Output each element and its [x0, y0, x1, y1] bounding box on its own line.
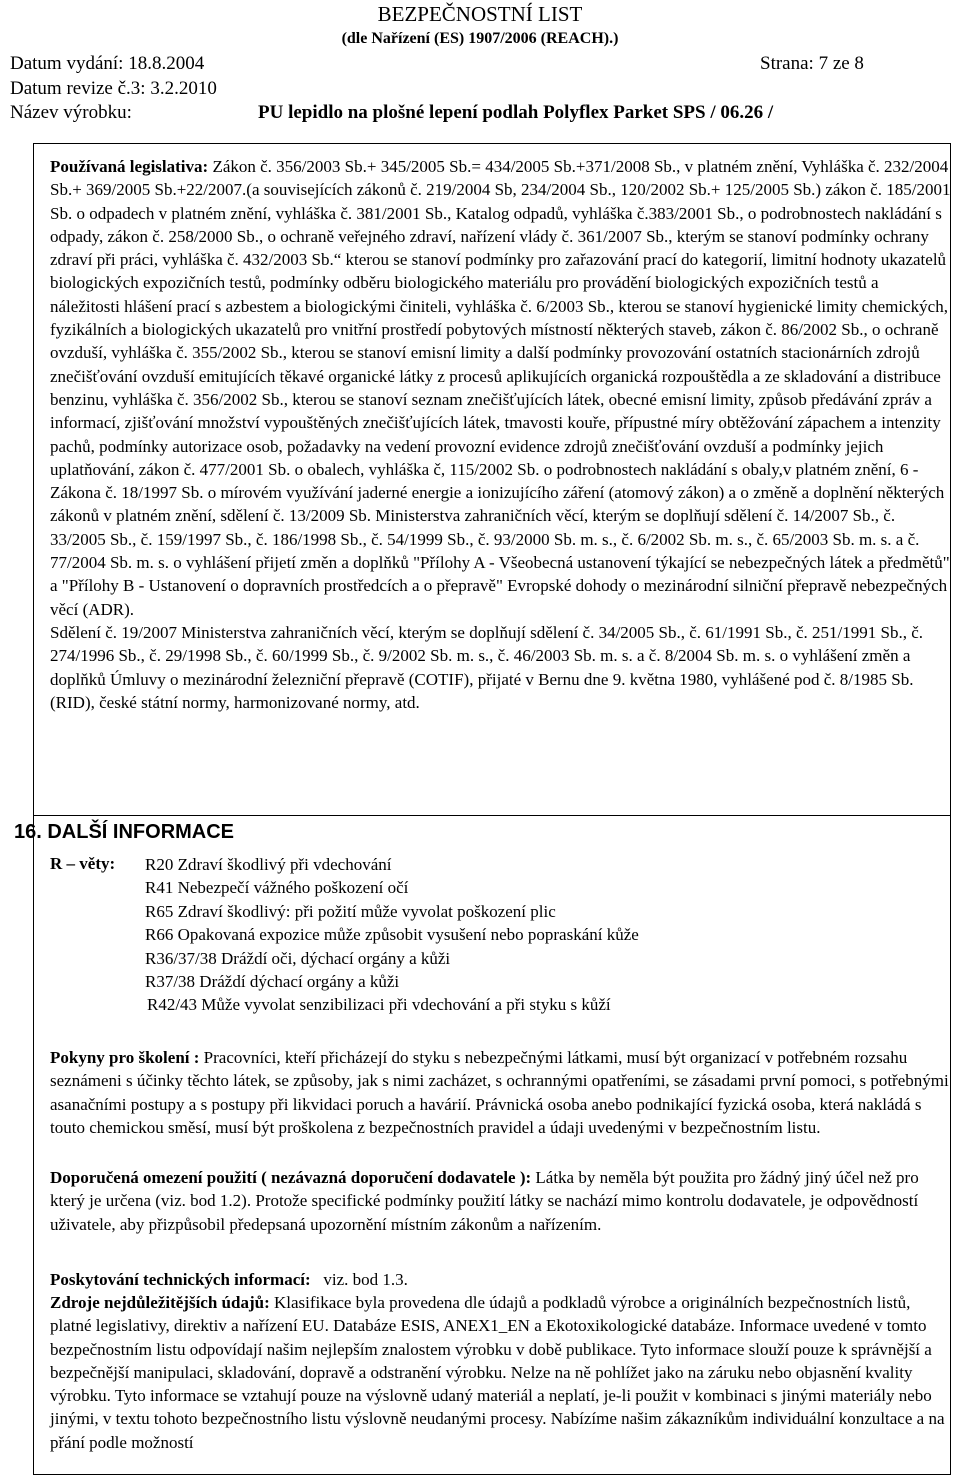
section-16-heading: 16. DALŠÍ INFORMACE	[14, 821, 235, 843]
r-phrase: R36/37/38 Dráždí oči, dýchací orgány a kůži	[145, 948, 451, 968]
sources-text: Klasifikace byla provedena dle údajů a podkladů výrobce a originálních bezpečnostních listů, platné legislativy, direktiv a nařízení EU. Databáze ESIS, ANEX1_EN a Ekotoxikologické databáze. Informace uvedené v tomto bezpečnostním listu odpovídají našim nejlepším znalostem výrobku v době publikace. Tyto informace slouží pouze k správnější a bezpečnější manipulaci, skladování, dopravě a odstranění výrobku. Nelze na ně pohlížet jako na záruku nebo objasnění kvality výrobku. Tyto informace se vztahují pouze na výslovně udaný materiál a neplatí, je-li použit v kombinaci s jinými materiály nebo jinými, v textu tohoto bezpečnostního listu výslovně neudanými procesy. Nabízíme našim zákazníkům individuální konzultace a na přání podle možností	[50, 1293, 945, 1452]
legislation-text: Zákon č. 356/2003 Sb.+ 345/2005 Sb.= 434/2005 Sb.+371/2008 Sb., v platném znění, Vyhláška č. 232/2004 Sb.+ 369/2005 Sb.+22/2007.(a souvisejících zákonů č. 219/2004 Sb, 234/2004 Sb., 120/2002 Sb.+ 125/2005 Sb.) zákon č. 185/2001 Sb. o odpadech v platném znění, vyhláška č. 381/2001 Sb., Katalog odpadů, vyhláška č.383/2001 Sb., o podrobnostech nakládání s odpady, zákon č. 258/2000 Sb., o ochraně veřejného zdraví, nařízení vlády č. 361/2007 Sb., kterým se stanoví podmínky ochrany zdraví při práci, vyhláška č. 432/2003 Sb.“ kterou se stanoví podmínky pro zařazování prací do kategorií, limitní hodnoty ukazatelů biologických expozičních testů, podmínky odběru biologického materiálu pro provádění biologických expozičních testů a náležitosti hlášení prací s azbestem a biologickými činiteli, vyhláška č. 6/2003 Sb., kterou se stanoví hygienické limity chemických, fyzikálních a biologických ukazatelů pro vnitřní prostředí pobytových místností některých staveb, zákon č. 86/2002 Sb., o ochraně ovzduší, vyhláška č. 355/2002 Sb., kterou se stanoví emisní limity a další podmínky provozování ostatních stacionárních zdrojů znečišťování ovzduší emitujících těkavé organické látky z procesů aplikujících organická rozpouštědla a ze skladování a distribuce benzinu, vyhláška č. 356/2002 Sb., kterou se stanoví seznam znečišťujících látek, obecné emisní limity, způsob předávání zpráv a informací, zjišťování množství vypouštěných znečišťujících látek, tmavosti kouře, přípustné míry obtěžování zápachem a intenzity pachů, podmínky autorizace osob, požadavky na vedení provozní evidence zdrojů znečišťování ovzduší a podmínky jejich uplatňování, zákon č. 477/2001 Sb. o obalech, vyhláška č, 115/2002 Sb. o podrobnostech nakládání s obaly,v platném znění, 6 - Zákona č. 18/1997 Sb. o mírovém využívání jaderné energie a ionizujícího záření (atomový zákon) a o změně a doplnění některých zákonů v platném znění, sdělení č. 13/2009 Sb. Ministerstva zahraničních věcí, kterým se doplňují sdělení č. 14/2007 Sb., č. 33/2005 Sb., č. 159/1997 Sb., č. 186/1998 Sb., č. 54/1999 Sb., č. 93/2000 Sb. m. s., č. 6/2002 Sb. m. s., č. 65/2003 Sb. m. s. a č. 77/2004 Sb. m. s. o vyhlášení přijetí změn a doplňků "Přílohy A - Všeobecná ustanovení týkající se nebezpečných látek a předmětů" a "Přílohy B - Ustanovení o dopravních prostředcích a o přepravě" Evropské dohody o mezinárodní silniční přepravě nebezpečných věcí (ADR).	[50, 157, 951, 619]
tech-info-text: viz. bod 1.3.	[310, 1270, 408, 1289]
tech-info-label: Poskytování technických informací:	[50, 1270, 311, 1289]
r-phrase: R20 Zdraví škodlivý při vdechování	[145, 855, 392, 874]
legislation-text-2: Sdělení č. 19/2007 Ministerstva zahraničních věcí, kterým se doplňují sdělení č. 34/2005 Sb., č. 61/1991 Sb., č. 251/1991 Sb., č. 274/1996 Sb., č. 29/1998 Sb., č. 60/1999 Sb., č. 9/2002 Sb. m. s., č. 46/2003 Sb. m. s. a č. 8/2004 Sb. m. s. o vyhlášení změn a doplňků Úmluvy o mezinárodní železniční přepravě (COTIF), přijaté v Bernu dne 9. května 1980, vyhlášené pod č. 8/1985 Sb.(RID), české státní normy, harmonizované normy, atd.	[50, 622, 924, 712]
sources-paragraph	[50, 1291, 950, 1454]
r-phrases-label: R – věty:	[50, 854, 116, 873]
restrictions-text: Látka by neměla být použita pro žádný jiný účel než pro který je určena (viz. bod 1.2). Protože specifické podmínky použití látky se nachází mimo kontrolu dodavatele, je odpovědností uživatele, aby přizpůsobil předepsaná upozornění místním zákonům a nařízením.	[50, 1168, 919, 1234]
training-text: Pracovníci, kteří přicházejí do styku s nebezpečnými látkami, musí být organizací v potřebném rozsahu seznámeni s účinky těchto látek, se způsoby, jak s nimi zacházet, s ochrannými opatřeními, se zásadami první pomoci, s potřebnými asanačními postupy a s postupy při likvidaci poruch a havárií. Právnická osoba anebo podnikající fyzická osoba, která nakládá s touto chemickou směsí, musí být proškolena z bezpečnostních pravidel a údaji uvedenými v bezpečnostním listu.	[50, 1048, 949, 1137]
document-title: BEZPEČNOSTNÍ LIST	[377, 2, 583, 26]
restrictions-label: Doporučená omezení použití ( nezávazná doporučení dodavatele ):	[50, 1168, 532, 1187]
page-number: Strana: 7 ze 8	[760, 53, 864, 74]
r-phrases-list	[145, 853, 639, 1017]
product-name-value: PU lepidlo na plošné lepení podlah Polyflex Parket SPS / 06.26 /	[258, 102, 774, 123]
product-name-row	[10, 102, 774, 124]
revision-date: Datum revize č.3: 3.2.2010	[10, 78, 217, 99]
legislation-block	[50, 155, 952, 714]
r-phrase: R66 Opakovaná expozice může způsobit vysušení nebo popraskání kůže	[145, 925, 639, 945]
issue-date: Datum vydání: 18.8.2004	[10, 53, 205, 74]
section-divider	[34, 815, 950, 816]
product-name-label: Název výrobku:	[10, 102, 132, 123]
training-label: Pokyny pro školení :	[50, 1048, 200, 1067]
training-paragraph	[50, 1046, 950, 1139]
r-phrase: R37/38 Dráždí dýchací orgány a kůži	[145, 972, 400, 992]
r-phrase: R42/43 Může vyvolat senzibilizaci při vdechování a při styku s kůží	[147, 995, 611, 1015]
r-phrase: R65 Zdraví škodlivý: při požití může vyvolat poškození plic	[145, 901, 556, 921]
legislation-label: Používaná legislativa:	[50, 157, 209, 176]
document-subtitle: (dle Nařízení (ES) 1907/2006 (REACH).)	[341, 30, 619, 47]
sources-label: Zdroje nejdůležitějších údajů:	[50, 1293, 270, 1312]
tech-info-paragraph	[50, 1268, 950, 1291]
r-phrase: R41 Nebezpečí vážného poškození očí	[145, 878, 409, 898]
restrictions-paragraph	[50, 1166, 950, 1236]
